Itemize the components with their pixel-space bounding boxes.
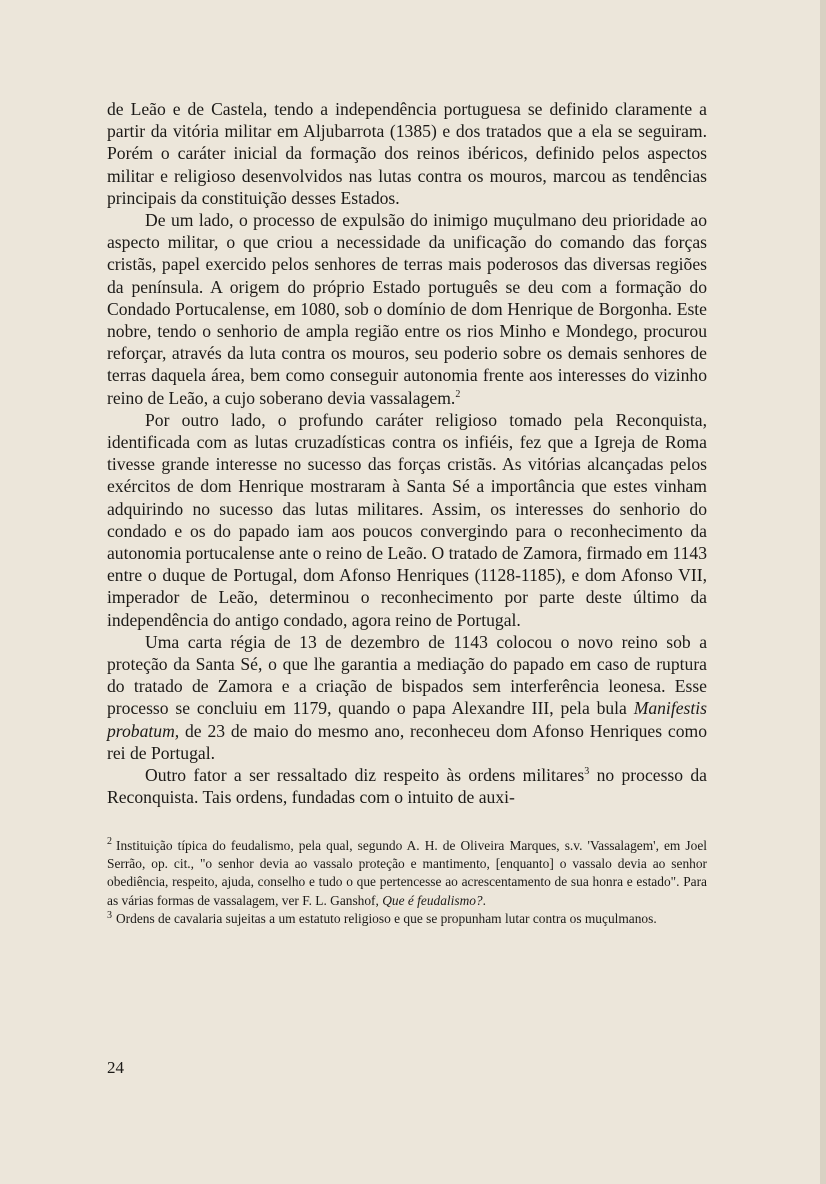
text-run: De um lado, o processo de expulsão do inimigo muçulmano deu prioridade ao aspecto militar, o que criou a necessidade da unificação do comando das forças cristãs, papel exercido pelos senhores de terras mais poderosos das diversas regiões da península. A origem do próprio Estado português se deu com a formação do Condado Portucalense, em 1080, sob o domínio de dom Henrique de Borgonha. Este nobre, tendo o senhorio de ampla região entre os rios Minho e Mondego, procurou reforçar, através da luta contra os mouros, seu poderio sobre os demais senhores de terras daquela área, bem como conseguir autonomia frente aos interesses do vizinho reino de Leão, a cujo soberano devia vassalagem. bbox=[107, 210, 707, 408]
footnote-mark: 3 bbox=[107, 909, 112, 921]
footnote-reference: 3 bbox=[584, 766, 590, 778]
page-body bbox=[107, 98, 707, 929]
footnote bbox=[107, 910, 707, 928]
text-run: de Leão e de Castela, tendo a independência portuguesa se definido claramente a partir da vitória militar em Aljubarrota (1385) e dos tratados que a ela se seguiram. Porém o caráter inicial da formação dos reinos ibéricos, definido pelos aspectos militar e religioso desenvolvidos nas lutas contra os mouros, marcou as tendências principais da constituição desses Estados. bbox=[107, 99, 707, 208]
italic-text: Manifestis probatum, bbox=[107, 698, 707, 741]
text-run: Uma carta régia de 13 de dezembro de 1143 colocou o novo reino sob a proteção da Santa Sé, o que lhe garantia a mediação do papado em caso de ruptura do tratado de Zamora e a criação de bispados sem interferência leonesa. Esse processo se concluiu em 1179, quando o papa Alexandre III, pela bula bbox=[107, 631, 707, 719]
text-run: no processo da Reconquista. Tais ordens, fundadas com o intuito de auxi- bbox=[107, 765, 707, 808]
italic-text: Que é feudalismo? bbox=[382, 892, 483, 908]
footnote bbox=[107, 837, 707, 911]
paragraph bbox=[107, 209, 707, 409]
footnotes bbox=[107, 837, 707, 929]
paragraph bbox=[107, 98, 707, 209]
text-run: Ordens de cavalaria sujeitas a um estatuto religioso e que se propunham lutar contra os muçulmanos. bbox=[116, 911, 657, 927]
footnote-mark: 2 bbox=[107, 836, 112, 848]
text-run: Outro fator a ser ressaltado diz respeito às ordens militares bbox=[145, 765, 585, 786]
paragraph bbox=[107, 409, 707, 631]
text-run: de 23 de maio do mesmo ano, reconheceu dom Afonso Henriques como rei de Portugal. bbox=[107, 720, 707, 763]
page-edge bbox=[820, 0, 826, 1184]
page-number: 24 bbox=[107, 1058, 124, 1077]
paragraph bbox=[107, 631, 707, 764]
text-run: Instituição típica do feudalismo, pela qual, segundo A. H. de Oliveira Marques, s.v. 'Vassalagem', em Joel Serrão, op. cit., "o senhor devia ao vassalo proteção e mantimento, [enquanto] o vassalo devia ao senhor obediência, respeito, ajuda, conselho e tudo o que pertencesse ao acrescentamento de sua honra e estado". Para as várias formas de vassalagem, ver F. L. Ganshof, bbox=[107, 837, 707, 908]
main-text bbox=[107, 98, 707, 809]
footnote-reference: 2 bbox=[455, 388, 461, 400]
text-run: . bbox=[482, 892, 486, 908]
text-run: Por outro lado, o profundo caráter religioso tomado pela Reconquista, identificada com as lutas cruzadísticas contra os infiéis, fez que a Igreja de Roma tivesse grande interesse no sucesso das forças cristãs. As vitórias alcançadas pelos exércitos de dom Henrique mostraram à Santa Sé a importância que estes vinham adquirindo no sucesso das lutas militares. Assim, os interesses do senhorio do condado e os do papado iam aos poucos convergindo para o reconhecimento da autonomia portucalense ante o reino de Leão. O tratado de Zamora, firmado em 1143 entre o duque de Portugal, dom Afonso Henriques (1128-1185), e dom Afonso VII, imperador de Leão, determinou o reconhecimento por parte deste último da independência do antigo condado, agora reino de Portugal. bbox=[107, 409, 707, 630]
paragraph bbox=[107, 764, 707, 808]
